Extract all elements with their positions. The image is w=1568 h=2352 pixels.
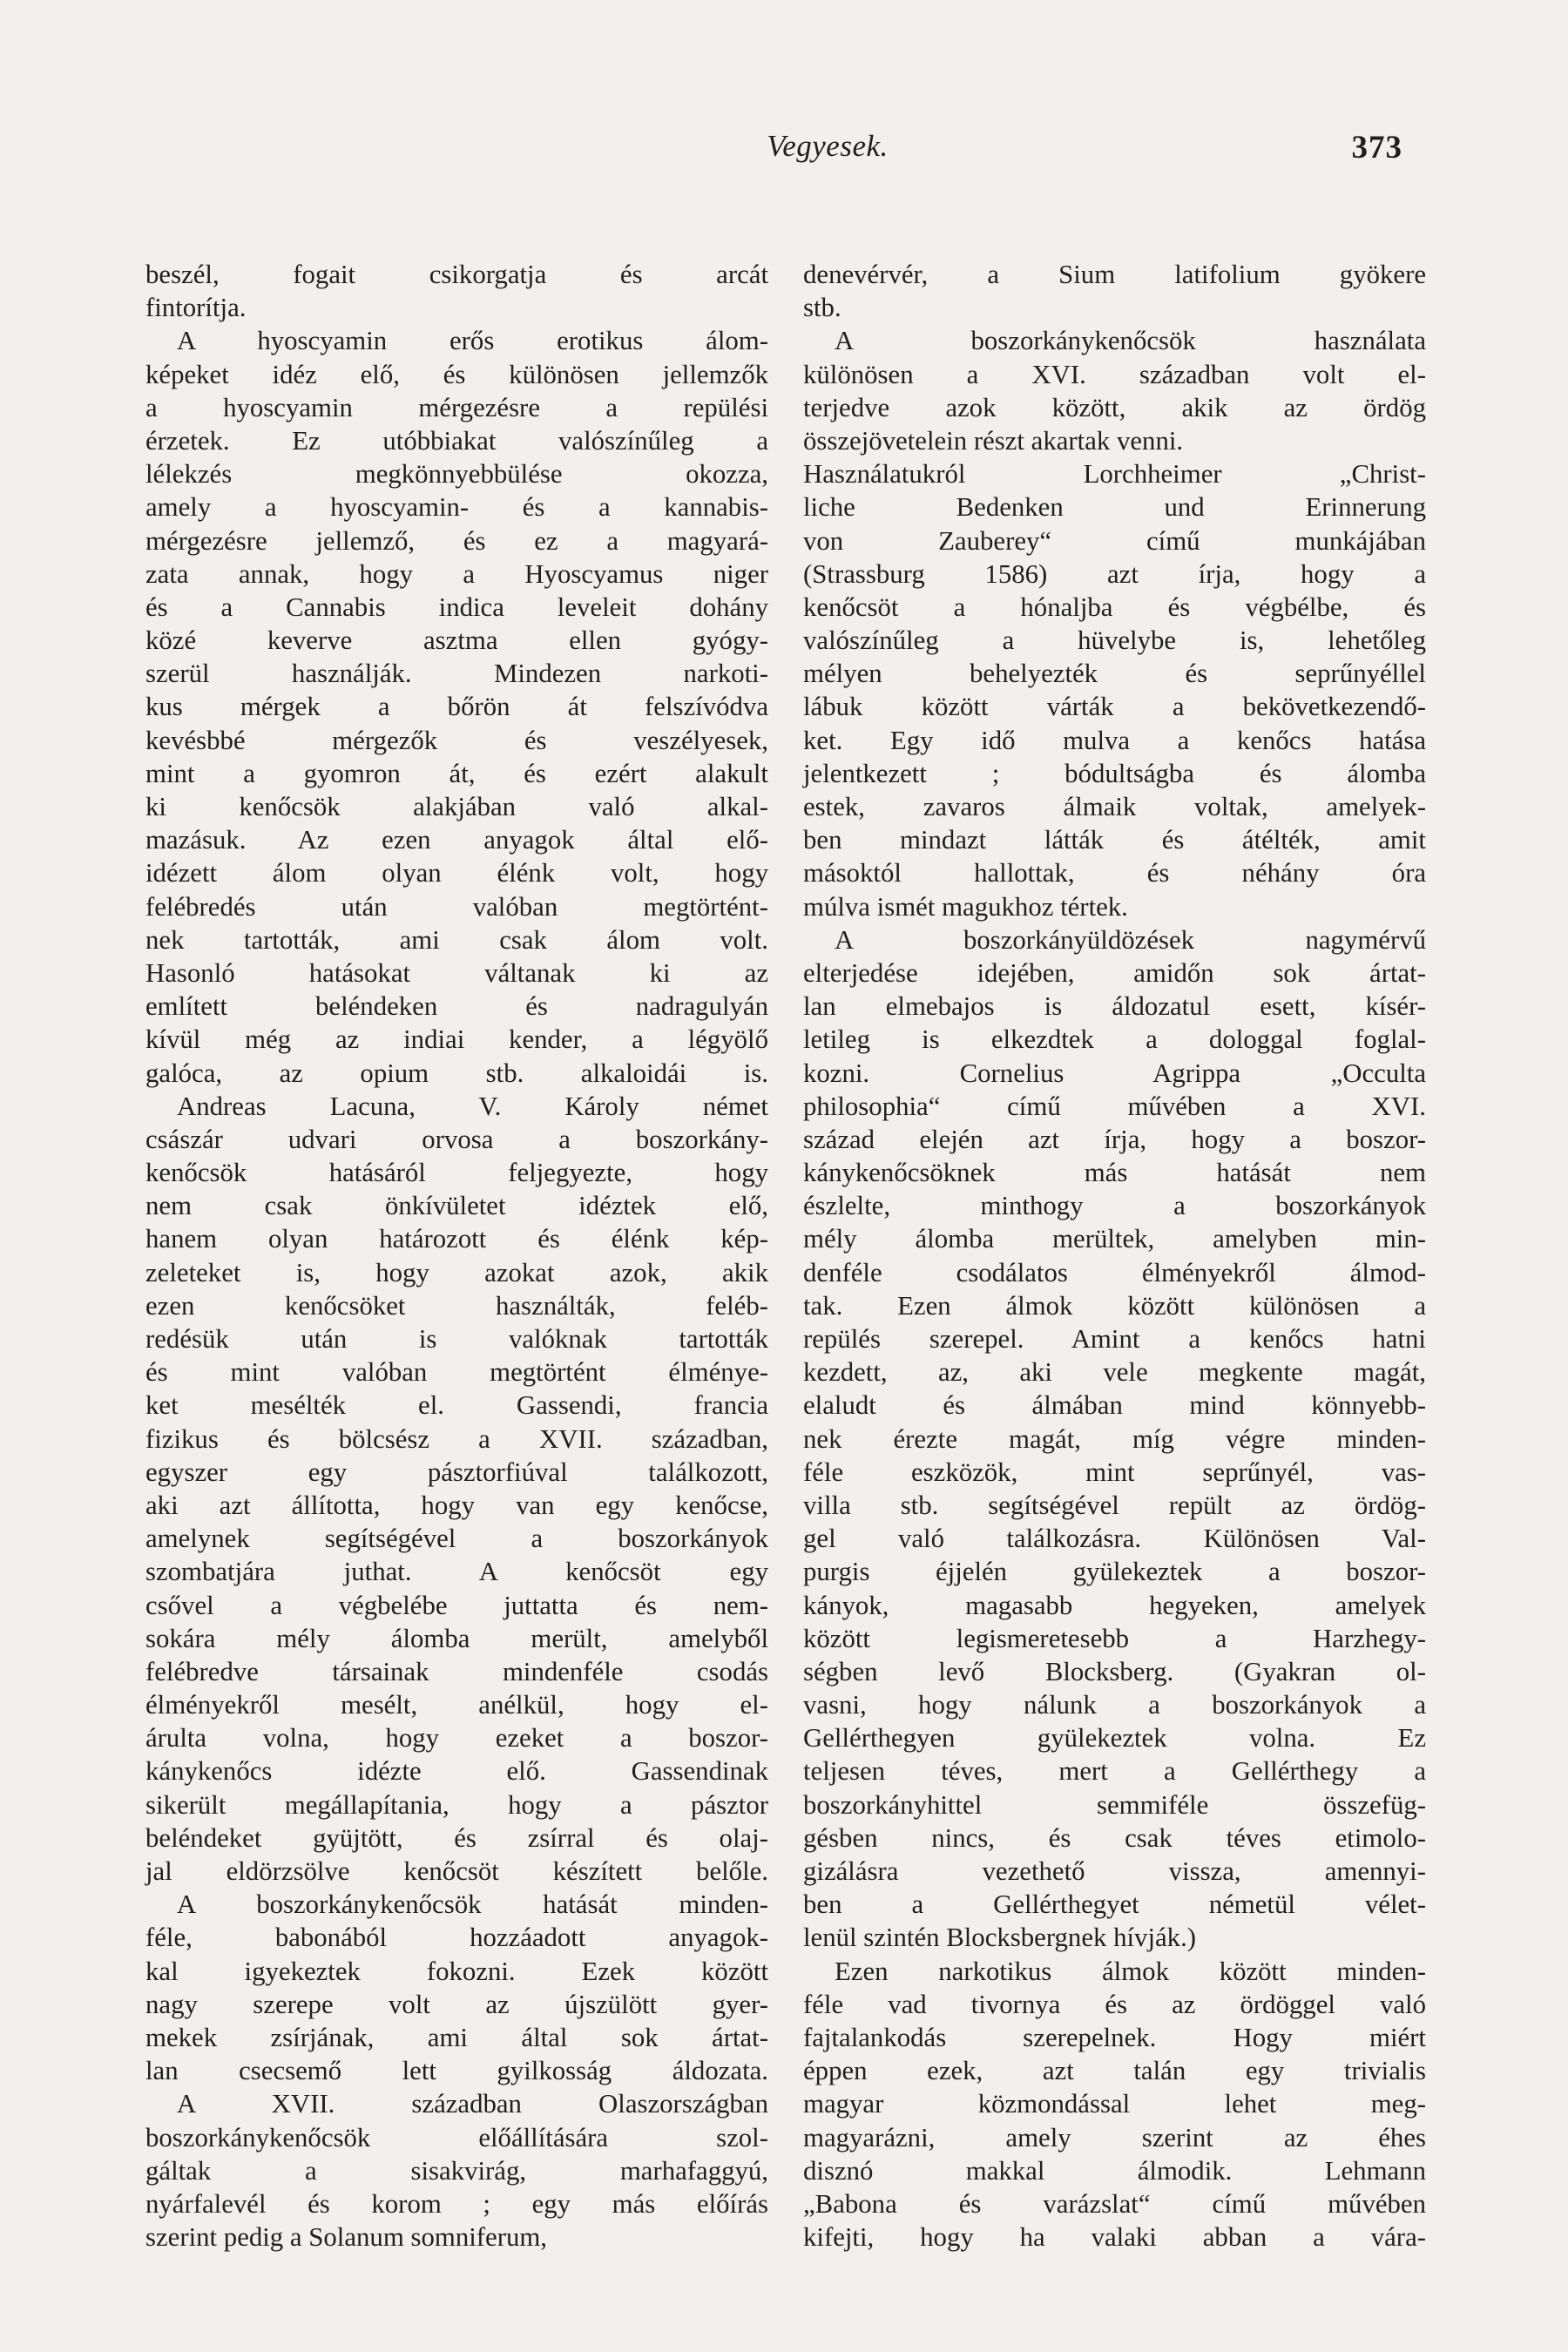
text-line: disznó makkal álmodik. Lehmann (803, 2155, 1426, 2186)
text-line: A XVII. században Olaszországban (177, 2089, 768, 2119)
text-line: kevésbbé mérgezők és veszélyesek, (145, 725, 768, 755)
text-line: mélyen behelyezték és seprűnyéllel (803, 659, 1426, 689)
text-line: (Strassburg 1586) azt írja, hogy a (803, 558, 1426, 589)
text-line: kus mérgek a bőrön át felszívódva (145, 692, 768, 722)
text-line: ezen kenőcsöket használták, feléb- (145, 1290, 768, 1321)
text-line: gizálásra vezethető vissza, amennyi- (803, 1856, 1426, 1886)
text-line: egyszer egy pásztorfiúval találkozott, (145, 1456, 768, 1487)
text-line: közé keverve asztma ellen gyógy- (145, 625, 768, 656)
text-line: mazásuk. Az ezen anyagok által elő- (145, 825, 768, 855)
text-line: tak. Ezen álmok között különösen a (803, 1290, 1426, 1321)
text-line: A boszorkányüldözések nagymérvű (835, 924, 1426, 955)
text-line: von Zauberey“ című munkájában (803, 525, 1426, 556)
text-line: Ezen narkotikus álmok között minden- (835, 1956, 1426, 1986)
text-line: zata annak, hogy a Hyoscyamus niger (145, 558, 768, 589)
text-line: nek tartották, ami csak álom volt. (145, 924, 768, 955)
text-line: lábuk között várták a bekövetkezendő- (803, 692, 1426, 722)
text-line: liche Bedenken und Erinnerung (803, 492, 1426, 523)
text-line: nem csak önkívületet idéztek elő, (145, 1191, 768, 1221)
text-line: felébredve társainak mindenféle csodás (145, 1656, 768, 1686)
text-line: lenül szintén Blocksbergnek hívják.) (803, 1923, 1197, 1953)
text-line: Hasonló hatásokat váltanak ki az (145, 957, 768, 988)
text-line: sikerült megállapítania, hogy a pásztor (145, 1789, 768, 1820)
text-line: felébredés után valóban megtörtént- (145, 891, 768, 922)
text-line: letileg is elkezdtek a dologgal foglal- (803, 1024, 1426, 1055)
text-line: másoktól hallottak, és néhány óra (803, 858, 1426, 889)
text-line: denevérvér, a Sium latifolium gyökere (803, 260, 1426, 289)
text-line: kal igyekeztek fokozni. Ezek között (145, 1956, 768, 1986)
text-line: zeleteket is, hogy azokat azok, akik (145, 1257, 768, 1288)
text-line: gel való találkozásra. Különösen Val- (803, 1524, 1426, 1554)
right-column (803, 258, 1426, 2254)
text-line: és a Cannabis indica leveleit dohány (145, 591, 768, 622)
text-line: mérgezésre jellemző, és ez a magyará- (145, 525, 768, 556)
text-line: valószínűleg a hüvelybe is, lehetőleg (803, 625, 1426, 656)
text-line: nyárfalevél és korom ; egy más előírás (145, 2188, 768, 2219)
text-line: század elején azt írja, hogy a boszor- (803, 1124, 1426, 1154)
text-line: mély álomba merültek, amelyben min- (803, 1224, 1426, 1254)
text-line: kezdett, az, aki vele megkente magát, (803, 1357, 1426, 1388)
text-line: kánykenőcsöknek más hatását nem (803, 1158, 1426, 1188)
text-line: említett beléndeken és nadragulyán (145, 991, 768, 1022)
text-line: Andreas Lacuna, V. Károly német (177, 1091, 768, 1121)
text-line: császár udvari orvosa a boszorkány- (145, 1124, 768, 1154)
page-number: 373 (1351, 130, 1402, 166)
text-line: stb. (803, 293, 841, 323)
text-line: magyarázni, amely szerint az éhes (803, 2122, 1426, 2153)
text-line: fintorítja. (145, 293, 247, 323)
text-line: Gellérthegyen gyülekeztek volna. Ez (803, 1723, 1426, 1754)
text-line: ben mindazt látták és átélték, amit (803, 825, 1426, 855)
text-line: mint a gyomron át, és ezért alakult (145, 758, 768, 788)
text-line: magyar közmondással lehet meg- (803, 2089, 1426, 2119)
text-line: philosophia“ című művében a XVI. (803, 1091, 1426, 1121)
text-line: ségben levő Blocksberg. (Gyakran ol- (803, 1656, 1426, 1686)
text-line: képeket idéz elő, és különösen jellemzők (145, 359, 768, 389)
text-line: féle eszközök, mint seprűnyél, vas- (803, 1456, 1426, 1487)
text-line: aki azt állította, hogy van egy kenőcse, (145, 1490, 768, 1520)
text-line: gésben nincs, és csak téves etimolo- (803, 1822, 1426, 1853)
text-line: között legismeretesebb a Harzhegy- (803, 1623, 1426, 1653)
text-line: terjedve azok között, akik az ördög (803, 392, 1426, 422)
text-line: estek, zavaros álmaik voltak, amelyek- (803, 792, 1426, 821)
text-line: kánykenőcs idézte elő. Gassendinak (145, 1756, 768, 1787)
text-line: kenőcsök hatásáról feljegyezte, hogy (145, 1158, 768, 1188)
text-line: lélekzés megkönnyebbülése okozza, (145, 459, 768, 490)
text-line: amelynek segítségével a boszorkányok (145, 1524, 768, 1554)
text-line: szerül használják. Mindezen narkoti- (145, 659, 768, 689)
text-line: boszorkányhittel semmiféle összefüg- (803, 1789, 1426, 1820)
text-line: csővel a végbelébe juttatta és nem- (145, 1590, 768, 1620)
text-line: beléndeket gyüjtött, és zsírral és olaj- (145, 1822, 768, 1853)
text-line: elterjedése idejében, amidőn sok ártat- (803, 957, 1426, 988)
text-line: Használatukról Lorchheimer „Christ- (803, 459, 1426, 490)
text-line: fajtalankodás szerepelnek. Hogy miért (803, 2022, 1426, 2052)
text-line: mekek zsírjának, ami által sok ártat- (145, 2022, 768, 2052)
text-line: lan csecsemő lett gyilkosság áldozata. (145, 2056, 768, 2086)
text-line: ket. Egy idő mulva a kenőcs hatása (803, 725, 1426, 755)
text-line: múlva ismét magukhoz tértek. (803, 891, 1128, 922)
text-line: féle vad tivornya és az ördöggel való (803, 1989, 1426, 2019)
text-line: különösen a XVI. században volt el- (803, 359, 1426, 389)
text-line: repülés szerepel. Amint a kenőcs hatni (803, 1324, 1426, 1354)
text-line: teljesen téves, mert a Gellérthegy a (803, 1756, 1426, 1787)
text-line: boszorkánykenőcsök előállítására szol- (145, 2122, 768, 2153)
text-line: érzetek. Ez utóbbiakat valószínűleg a (145, 425, 768, 456)
left-column (145, 258, 768, 2254)
text-line: lan elmebajos is áldozatul esett, kísér- (803, 991, 1426, 1022)
text-line: jal eldörzsölve kenőcsöt készített belőle. (145, 1856, 768, 1886)
text-line: galóca, az opium stb. alkaloidái is. (145, 1058, 768, 1088)
text-line: villa stb. segítségével repült az ördög- (803, 1490, 1426, 1520)
text-line: ki kenőcsök alakjában való alkal- (145, 792, 768, 821)
text-line: beszél, fogait csikorgatja és arcát (145, 260, 768, 289)
text-line: összejövetelein részt akartak venni. (803, 425, 1184, 456)
text-line: kányok, magasabb hegyeken, amelyek (803, 1590, 1426, 1620)
text-line: fizikus és bölcsész a XVII. században, (145, 1423, 768, 1454)
text-line: nagy szerepe volt az újszülött gyer- (145, 1989, 768, 2019)
text-line: A boszorkánykenőcsök használata (835, 326, 1426, 356)
text-line: vasni, hogy nálunk a boszorkányok a (803, 1690, 1426, 1720)
text-line: purgis éjjelén gyülekeztek a boszor- (803, 1557, 1426, 1587)
running-head (148, 129, 1420, 181)
text-line: észlelte, minthogy a boszorkányok (803, 1191, 1426, 1221)
text-line: szombatjára juthat. A kenőcsöt egy (145, 1557, 768, 1587)
text-line: és mint valóban megtörtént élménye- (145, 1357, 768, 1388)
text-line: nek érezte magát, míg végre minden- (803, 1423, 1426, 1454)
text-line: szerint pedig a Solanum somniferum, (145, 2222, 548, 2253)
text-line: árulta volna, hogy ezeket a boszor- (145, 1723, 768, 1754)
text-line: amely a hyoscyamin- és a kannabis- (145, 492, 768, 523)
text-line: féle, babonából hozzáadott anyagok- (145, 1923, 768, 1953)
running-title: Vegyesek. (767, 129, 889, 163)
text-line: sokára mély álomba merült, amelyből (145, 1623, 768, 1653)
text-line: kifejti, hogy ha valaki abban a vára- (803, 2222, 1426, 2253)
text-line: „Babona és varázslat“ című művében (803, 2188, 1426, 2219)
text-line: kozni. Cornelius Agrippa „Occulta (803, 1058, 1426, 1088)
text-line: gáltak a sisakvirág, marhafaggyú, (145, 2155, 768, 2186)
text-line: jelentkezett ; bódultságba és álomba (803, 758, 1426, 788)
text-line: hanem olyan határozott és élénk kép- (145, 1224, 768, 1254)
text-line: denféle csodálatos élményekről álmod- (803, 1257, 1426, 1288)
text-line: kívül még az indiai kender, a légyölő (145, 1024, 768, 1055)
text-line: idézett álom olyan élénk volt, hogy (145, 858, 768, 889)
text-line: A boszorkánykenőcsök hatását minden- (177, 1889, 768, 1920)
text-line: elaludt és álmában mind könnyebb- (803, 1390, 1426, 1421)
text-line: ben a Gellérthegyet németül vélet- (803, 1889, 1426, 1920)
text-line: ket mesélték el. Gassendi, francia (145, 1390, 768, 1421)
text-line: a hyoscyamin mérgezésre a repülési (145, 392, 768, 422)
text-line: élményekről mesélt, anélkül, hogy el- (145, 1690, 768, 1720)
text-line: kenőcsöt a hónaljba és végbélbe, és (803, 591, 1426, 622)
text-line: éppen ezek, azt talán egy trivialis (803, 2056, 1426, 2086)
text-line: redésük után is valóknak tartották (145, 1324, 768, 1354)
text-line: A hyoscyamin erős erotikus álom- (177, 326, 768, 356)
